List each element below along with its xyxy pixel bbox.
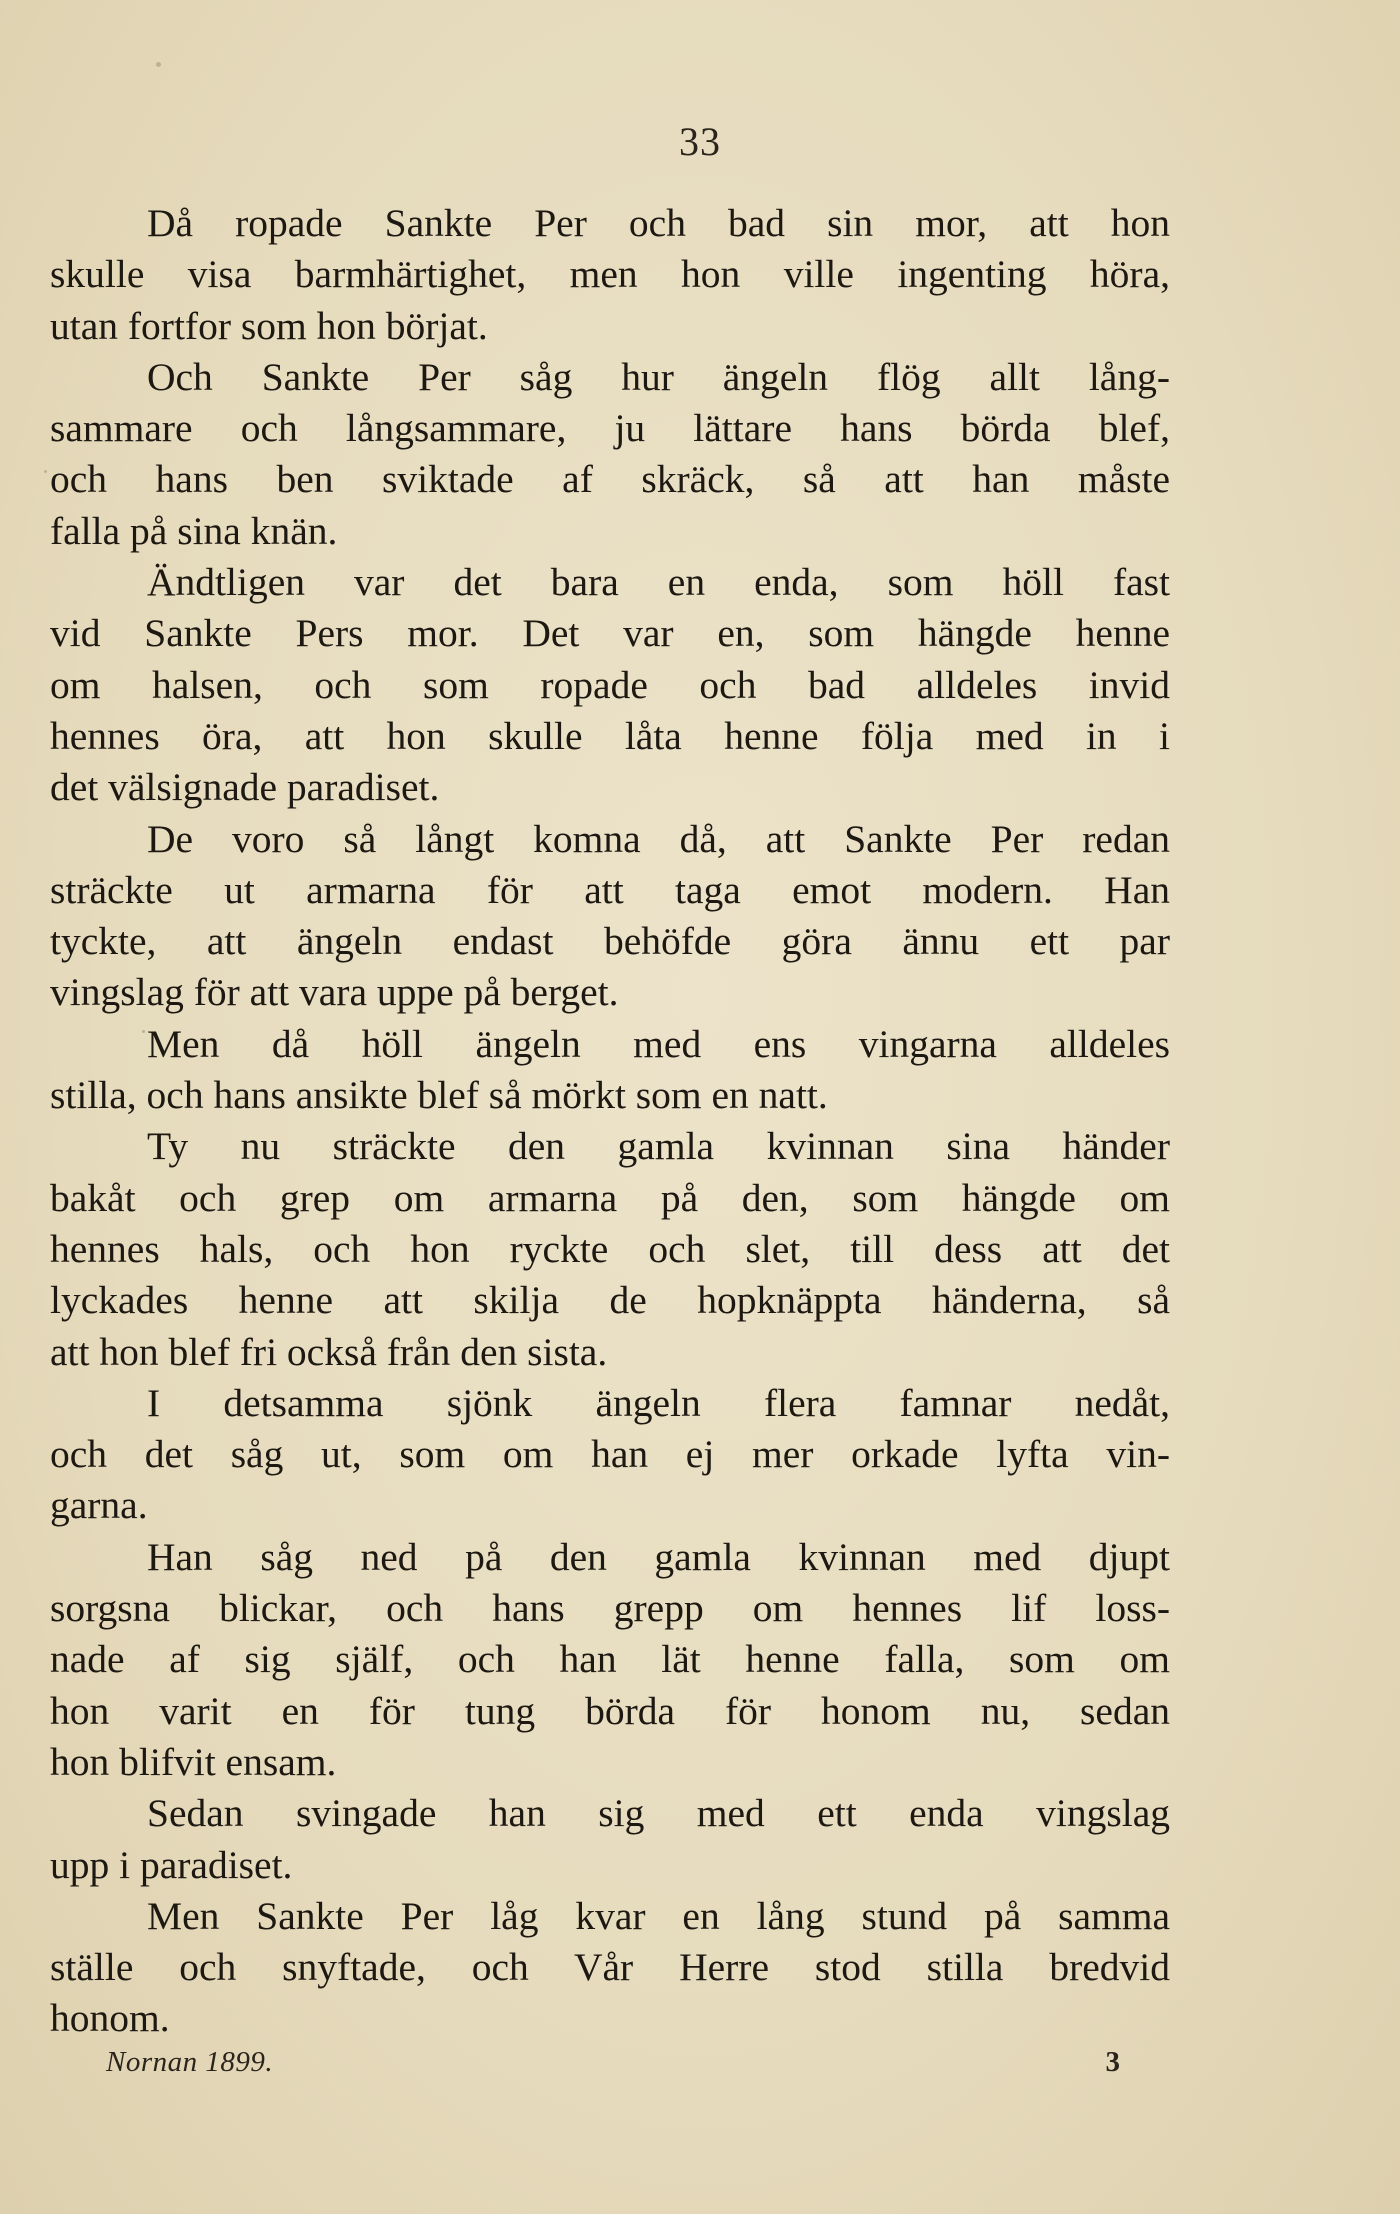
footer-title: Nornan 1899. (106, 2046, 274, 2078)
text-line: och det såg ut, som om han ej mer orkade lyfta vin- (50, 1432, 1170, 1477)
text-line: utan fortfor som hon börjat. (50, 303, 488, 348)
page-footer (106, 2046, 1120, 2086)
text-line: Men Sankte Per låg kvar en lång stund på samma (147, 1893, 1170, 1938)
paper-speck (156, 62, 161, 67)
text-line: vingslag för att vara uppe på berget. (50, 970, 619, 1015)
text-line: sorgsna blickar, och hans grepp om hennes lif loss- (50, 1586, 1170, 1631)
text-line: honom. (50, 1996, 170, 2041)
page-number: 33 (679, 119, 721, 164)
text-line: ställe och snyftade, och Vår Herre stod stilla bredvid (50, 1945, 1170, 1990)
text-line: hennes öra, att hon skulle låta henne följa med in i (50, 713, 1170, 758)
text-line: sammare och långsammare, ju lättare hans börda blef, (50, 406, 1170, 451)
text-line: hon varit en för tung börda för honom nu, sedan (50, 1688, 1170, 1733)
text-line: De voro så långt komna då, att Sankte Per redan (147, 816, 1170, 861)
text-line: sträckte ut armarna för att taga emot modern. Han (50, 867, 1170, 912)
body-text (50, 198, 1170, 2045)
text-line: vid Sankte Pers mor. Det var en, som hängde henne (50, 611, 1170, 656)
text-line: nade af sig själf, och han lät henne falla, som om (50, 1637, 1170, 1682)
text-line: bakåt och grep om armarna på den, som hängde om (50, 1175, 1170, 1220)
text-line: hon blifvit ensam. (50, 1739, 337, 1784)
text-line: det välsignade paradiset. (50, 765, 440, 810)
text-line: Ändtligen var det bara en enda, som höll fast (147, 560, 1170, 605)
text-line: lyckades henne att skilja de hopknäppta händerna, så (50, 1278, 1170, 1323)
text-line: att hon blef fri också från den sista. (50, 1329, 608, 1374)
text-line: skulle visa barmhärtighet, men hon ville ingenting höra, (50, 252, 1170, 297)
text-line: Han såg ned på den gamla kvinnan med djupt (147, 1534, 1170, 1579)
text-line: Sedan svingade han sig med ett enda vingslag (147, 1791, 1170, 1836)
text-line: om halsen, och som ropade och bad alldeles invid (50, 662, 1170, 707)
text-line: tyckte, att ängeln endast behöfde göra ännu ett par (50, 919, 1170, 964)
text-line: och hans ben sviktade af skräck, så att han måste (50, 457, 1170, 502)
paper-speck (44, 470, 47, 473)
text-line: garna. (50, 1483, 148, 1528)
text-line: upp i paradiset. (50, 1842, 293, 1887)
text-line: Ty nu sträckte den gamla kvinnan sina händer (147, 1124, 1170, 1169)
paper-speck (142, 1030, 145, 1033)
text-line: Då ropade Sankte Per och bad sin mor, att hon (147, 201, 1170, 245)
text-line: falla på sina knän. (50, 508, 338, 553)
text-line: I detsamma sjönk ängeln flera famnar nedåt, (147, 1380, 1170, 1425)
text-line: hennes hals, och hon ryckte och slet, till dess att det (50, 1226, 1170, 1271)
text-line: Och Sankte Per såg hur ängeln flög allt lång- (147, 354, 1170, 399)
text-line: stilla, och hans ansikte blef så mörkt som en natt. (50, 1073, 828, 1118)
footer-signature-mark: 3 (1105, 2046, 1120, 2078)
text-line: Men då höll ängeln med ens vingarna alldeles (147, 1021, 1170, 1066)
